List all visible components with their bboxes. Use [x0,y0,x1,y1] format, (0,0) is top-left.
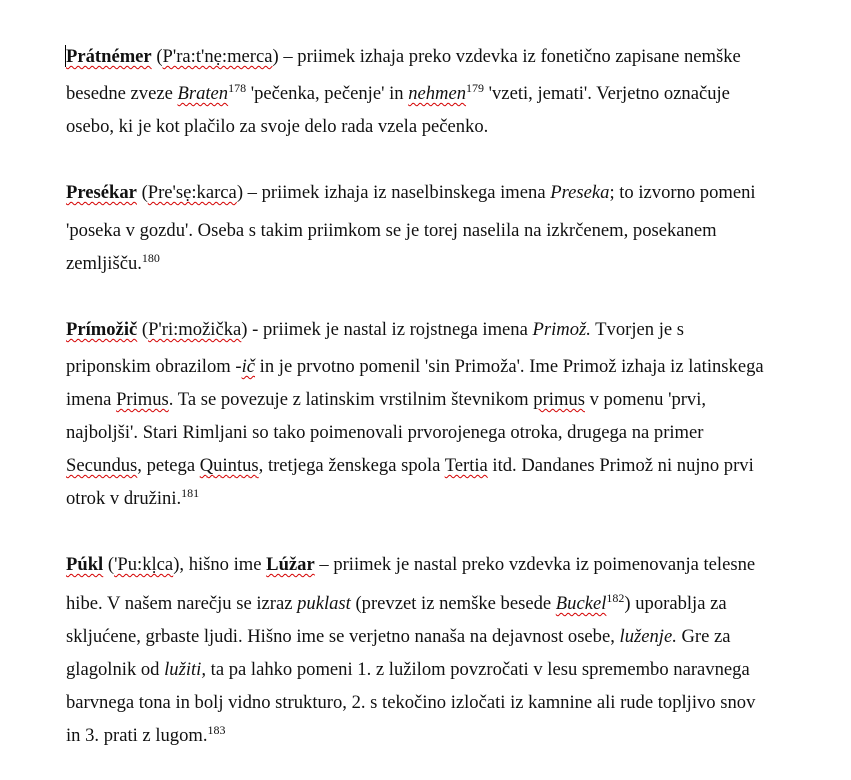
footnote-ref[interactable]: 181 [181,486,200,500]
entry-line [66,593,727,615]
text: – priimek je nastal preko vzdevka iz poimenovanja telesne [314,554,756,575]
entry-line: Púkl ('Pu:kḷca), hišno ime Lúžar – priimek je nastal preko vzdevka iz poimenovanja telesne [66,554,756,575]
entry-line [66,455,754,477]
pronunciation: P'ra:t'nẹ:merca [162,46,273,67]
entry-line [66,659,750,681]
text: zemljišču. [66,253,142,274]
headword: Prátnémer [66,46,152,67]
entry-line [66,488,199,510]
text: barvnega tona in bolj vidno strukturo, 2. s tekočino izločati iz kamnine ali rude topljivo snov [66,692,756,713]
foreign-word: Buckel [555,593,607,614]
italic-word: Preseka [550,182,610,203]
text: 'vzeti, jemati'. Verjetno označuje [484,83,730,104]
text: itd. Dandanes Primož ni nujno prvi [487,455,754,476]
footnote-ref[interactable]: 182 [606,591,625,605]
italic-word: lužiti, [164,659,206,680]
pronunciation: 'Pu:kḷca [114,554,174,575]
foreign-word: Braten [177,83,229,104]
text: osebo, ki je kot plačilo za svoje delo rada vzela pečenko. [66,116,489,137]
text: – priimek izhaja iz naselbinskega imena [243,182,551,203]
text: Tvorjen je s [590,319,684,340]
latin-word: Primus [116,389,169,410]
text: 'poseka v gozdu'. Oseba s takim priimkom se je torej naselila na izkrčenem, posekanem [66,220,717,241]
text: priponskim obrazilom - [66,356,242,377]
entry-line: Prímožič (P'ri:možička) - priimek je nastal iz rojstnega imena Primož. Tvorjen je s [66,319,684,340]
latin-word: Quintus [199,455,259,476]
entry-line [66,692,755,714]
text: besedne zveze [66,83,178,104]
entry-line [66,83,730,105]
entry-line [66,356,764,378]
entry-line [66,116,488,138]
pronunciation: Pre'sẹ:karca [147,182,237,203]
text: . Ta se povezuje z latinskim vrstilnim števnikom [168,389,534,410]
text: ) uporablja za [624,593,727,614]
text: , petega [137,455,200,476]
text: otrok v družini. [66,488,182,509]
text: - priimek je nastal iz rojstnega imena [247,319,533,340]
text: in 3. prati z lugom. [66,725,208,746]
footnote-ref[interactable]: 179 [466,81,485,95]
text: 'pečenka, pečenje' in [246,83,409,104]
text: skljućene, grbaste ljudi. Hišno ime se verjetno nanaša na dejavnost osebe, [66,626,620,647]
footnote-ref[interactable]: 180 [141,251,160,265]
italic-word: ič [241,356,256,377]
headword: Púkl [66,554,104,575]
latin-word: Tertia [444,455,488,476]
entry-line [66,220,717,242]
headword: Prímožič [66,319,138,340]
text: glagolnik od [66,659,165,680]
entry-line [66,389,706,411]
headword: Presékar [66,182,137,203]
text: (prevzet iz nemške besede [350,593,556,614]
text: – priimek izhaja preko vzdevka iz fonetično zapisane nemške [278,46,741,67]
text: imena [66,389,117,410]
text: v pomenu 'prvi, [584,389,707,410]
entry-line: Prátnémer (P'ra:t'nẹ:merca) – priimek izhaja preko vzdevka iz fonetično zapisane nemške [66,46,741,67]
text: ta pa lahko pomeni 1. z lužilom povzročati v lesu spremembo naravnega [206,659,750,680]
entry-line [66,422,703,444]
footnote-ref[interactable]: 183 [207,723,226,737]
text: , hišno ime [179,554,267,575]
latin-word: Secundus [66,455,138,476]
entry-line [66,626,731,648]
italic-word: puklast [297,593,351,614]
text: in je prvotno pomenil 'sin Primoža'. Ime Primož izhaja iz latinskega [255,356,764,377]
text: , tretjega ženskega spola [258,455,445,476]
footnote-ref[interactable]: 178 [228,81,247,95]
text: ; to izvorno pomeni [609,182,756,203]
latin-word: primus [533,389,585,410]
entry-line: Presékar (Pre'sẹ:karca) – priimek izhaja iz naselbinskega imena Preseka; to izvorno pomeni [66,182,756,203]
house-name: Lúžar [266,554,315,575]
entry-line [66,253,160,275]
text: najboljši'. Stari Rimljani so tako poimenovali prvorojenega otroka, drugega na primer [66,422,704,443]
entry-line [66,725,226,747]
italic-word: luženje. [619,626,677,647]
foreign-word: nehmen [408,83,467,104]
italic-word: Primož. [532,319,591,340]
pronunciation: P'ri:možička [148,319,242,340]
text: hibe. V našem narečju se izraz [66,593,298,614]
text: Gre za [676,626,731,647]
